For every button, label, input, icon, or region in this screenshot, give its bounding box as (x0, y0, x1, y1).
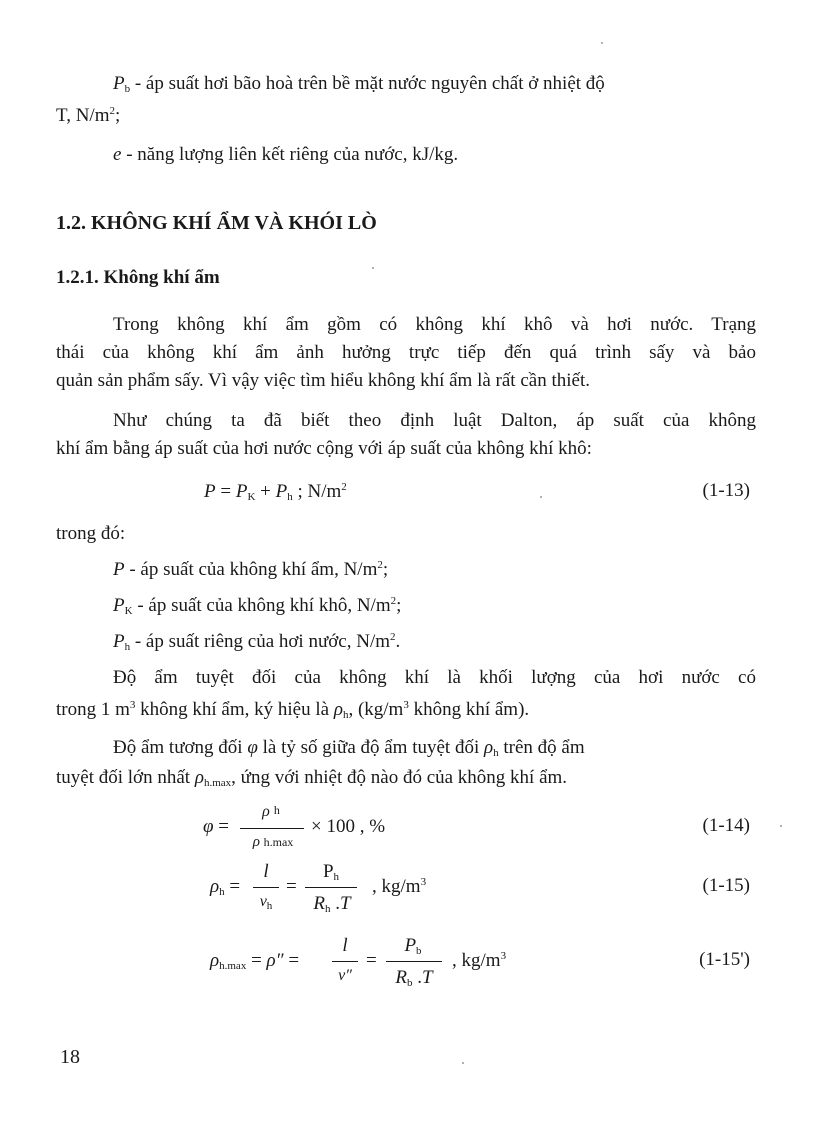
fraction-bar (253, 887, 279, 888)
equation-1-14-denominator: ρ h.max (252, 834, 294, 850)
equation-number-1-13: (1-13) (702, 480, 750, 501)
para4-line1: Độ ẩm tương đối φ là tỷ số giữa độ ẩm tuyệt đối $\rho_h$ trên độ ẩm (113, 737, 585, 759)
def-ph: $P_h$ - áp suất riêng của hơi nước, $N/m^2$. (113, 631, 401, 653)
fraction-bar (240, 828, 304, 829)
para2-line1: Như chúng ta đã biết theo định luật Dalton, áp suất của không (113, 410, 756, 431)
fraction-bar (305, 887, 357, 888)
fraction-bar (332, 961, 358, 962)
equation-1-15p-num1: l (342, 935, 348, 956)
equation-1-15-unit: , $kg/m^3$ (372, 876, 427, 897)
trong-do-label: trong đó: (56, 523, 126, 544)
equation-number-1-15p: (1-15') (699, 949, 750, 970)
para2-line2: khí ẩm bằng áp suất của hơi nước cộng với áp suất của không khí khô: (56, 438, 592, 459)
def-pb: $P_b$ - áp suất hơi bão hoà trên bề mặt nước nguyên chất ở nhiệt độ (113, 73, 605, 95)
equation-1-14-lhs: φ = (203, 816, 229, 837)
equation-1-15p-den2: $R_b$ .T (395, 967, 433, 989)
scan-speck (540, 496, 542, 498)
equation-1-13: $P = P_K + P_h$ ; $N/m^2$ (204, 481, 347, 503)
subsection-heading: 1.2.1. Không khí ẩm (56, 267, 220, 288)
equation-1-15-den1: $v_h$ (259, 893, 273, 912)
page-number: 18 (60, 1046, 80, 1068)
scan-speck (601, 42, 603, 44)
equals-sign: = (366, 950, 377, 971)
equation-number-1-15: (1-15) (702, 875, 750, 896)
equation-number-1-14: (1-14) (702, 815, 750, 836)
para1-line3: quản sản phẩm sấy. Vì vậy việc tìm hiểu không khí ẩm là rất cần thiết. (56, 370, 590, 391)
para4-line2: tuyệt đối lớn nhất $\rho_{h.max}$, ứng với nhiệt độ nào đó của không khí ẩm. (56, 767, 568, 789)
para1-line1: Trong không khí ẩm gồm có không khí khô và hơi nước. Trạng (113, 314, 756, 335)
def-pk: $P_K$ - áp suất của không khí khô, $N/m^2$; (113, 595, 402, 617)
scan-speck (780, 825, 782, 827)
equation-1-14-tail: × 100 , % (311, 816, 386, 837)
scan-speck (372, 267, 374, 269)
equation-1-15-lhs: $\rho_h$ = (210, 876, 241, 898)
equation-1-15-num2: $P_h$ (322, 861, 340, 883)
equation-1-15-num1: l (263, 861, 269, 882)
equation-1-15p-lhs: $\rho_{h.max} = \rho''$ = (210, 950, 300, 972)
section-heading: 1.2. KHÔNG KHÍ ẨM VÀ KHÓI LÒ (56, 212, 377, 234)
equation-1-14-numerator: ρ $_h$ (262, 803, 280, 820)
def-pb-continued: T, $N/m^2$; (56, 105, 121, 126)
para3-line2: trong 1 $m^3$ không khí ẩm, ký hiệu là $\rho_h$, ($kg/m^3$ không khí ẩm). (56, 699, 530, 721)
equation-1-15-den2: $R_h$ .T (313, 893, 351, 915)
def-e: e - năng lượng liên kết riêng của nước, kJ/kg. (113, 144, 459, 165)
equation-1-15p-den1: v″ (338, 967, 352, 984)
equation-1-15p-unit: , $kg/m^3$ (452, 950, 507, 971)
equals-sign: = (286, 876, 297, 897)
para3-line1: Độ ẩm tuyệt đối của không khí là khối lượng của hơi nước có (113, 667, 756, 688)
scan-speck (462, 1062, 464, 1064)
equation-1-15p-num2: $P_b$ (404, 935, 422, 957)
fraction-bar (386, 961, 442, 962)
def-p: P - áp suất của không khí ẩm, $N/m^2$; (113, 559, 389, 580)
para1-line2: thái của không khí ẩm ảnh hưởng trực tiếp đến quá trình sấy và bảo (56, 342, 756, 363)
